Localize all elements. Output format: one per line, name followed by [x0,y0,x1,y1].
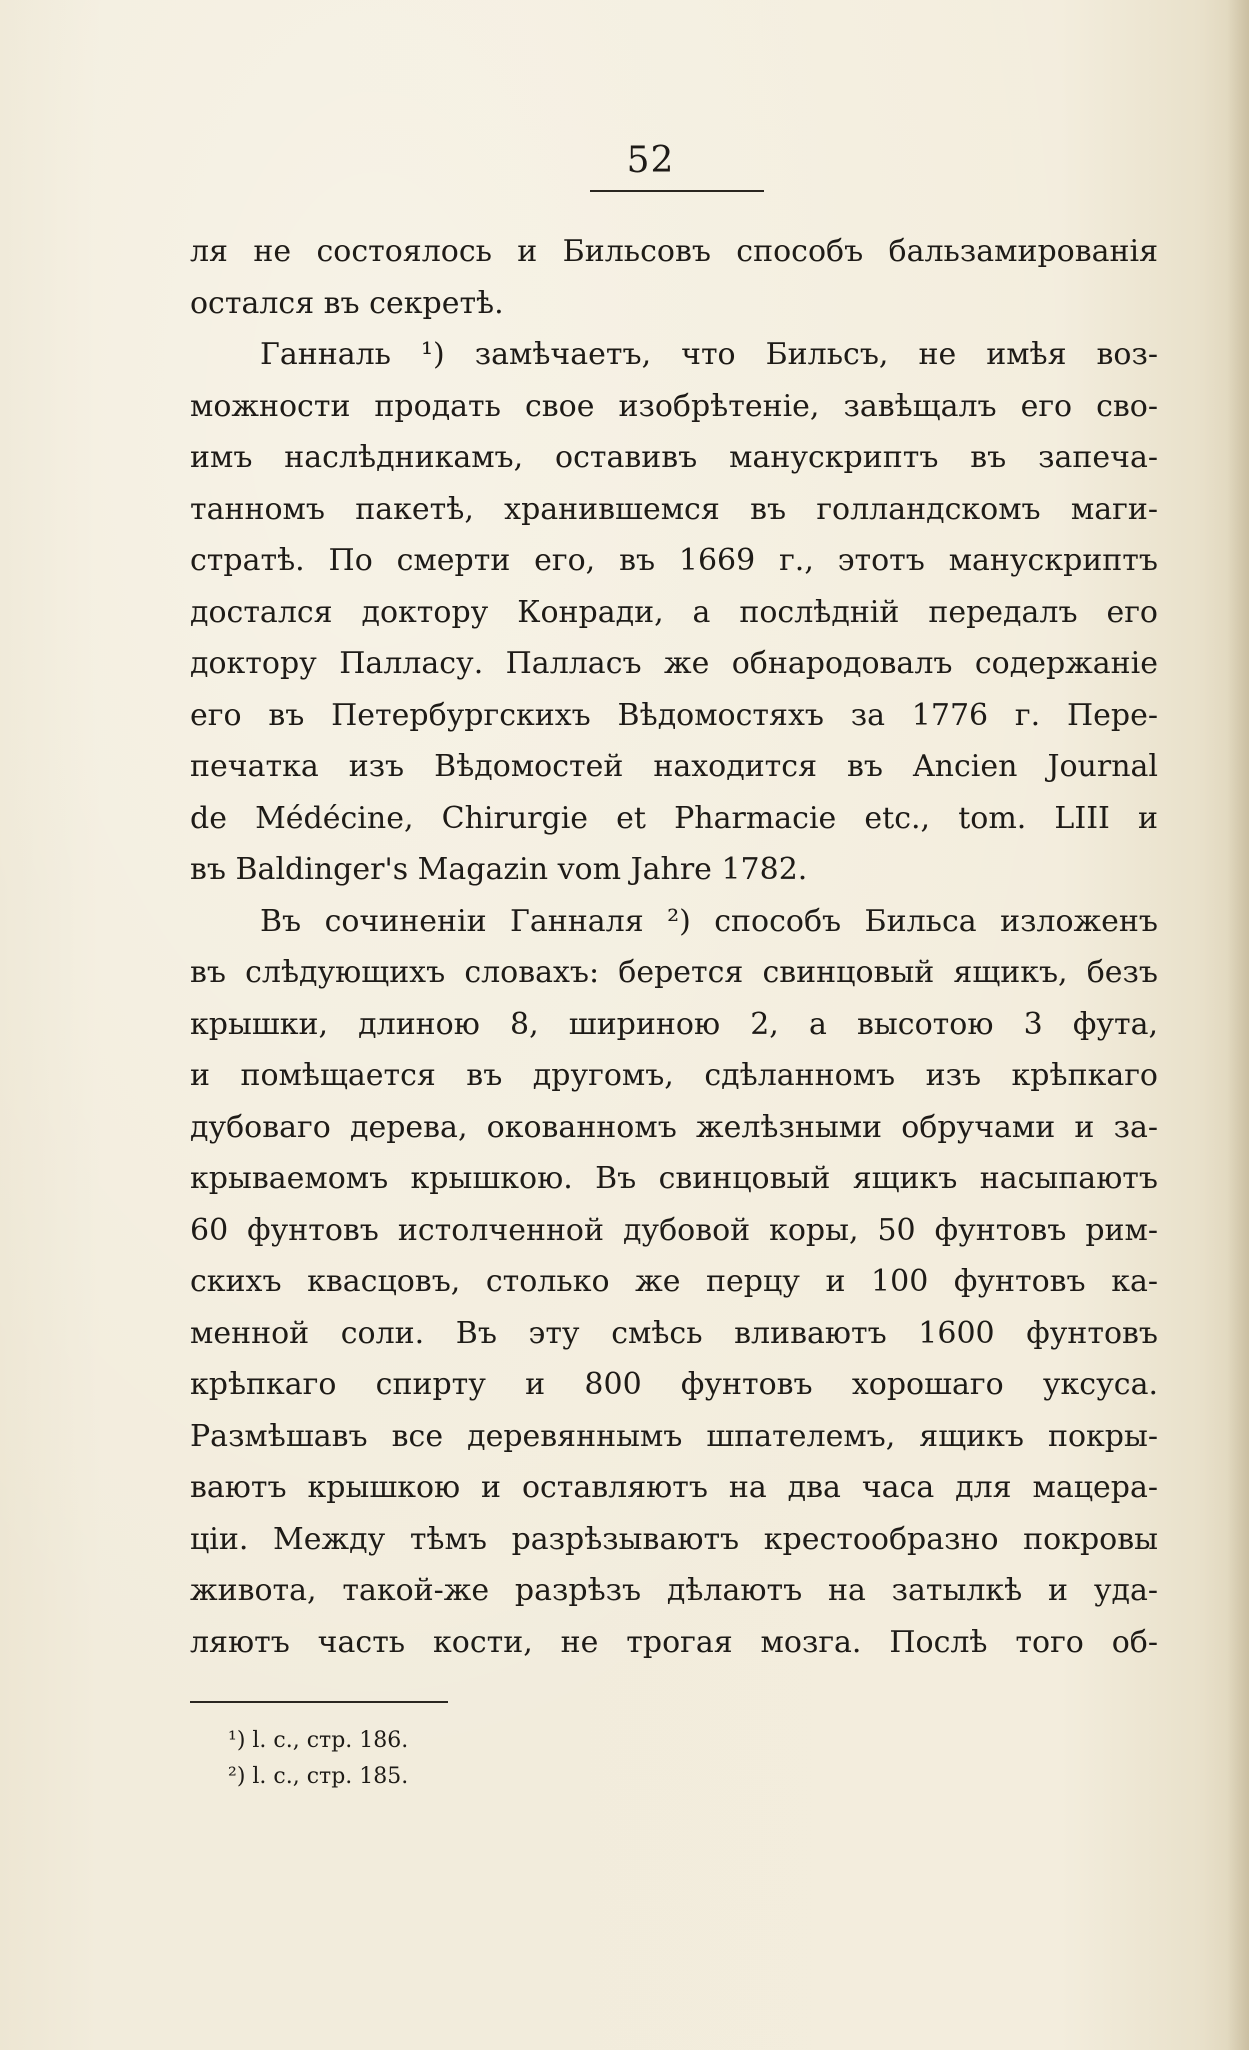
text-line: имъ наслѣдникамъ, оставивъ манускриптъ въ запеча- [190,440,1158,475]
text-line: его въ Петербургскихъ Вѣдомостяхъ за 1776 г. Пере- [190,697,1158,733]
text-line: менной соли. Въ эту смѣсь вливаютъ 1600 фунтовъ [190,1315,1158,1351]
text-line: и помѣщается въ другомъ, сдѣланномъ изъ крѣпкаго [190,1058,1158,1093]
text-line: крышки, длиною 8, шириною 2, а высотою 3 фута, [190,1006,1158,1042]
text-line: ціи. Между тѣмъ разрѣзываютъ крестообразно покровы [190,1521,1158,1557]
text-line: въ слѣдующихъ словахъ: берется свинцовый ящикъ, безъ [190,955,1158,990]
text-line: Ганналь ¹) замѣчаетъ, что Бильсъ, не имѣя воз- [260,337,1158,372]
body-text [190,226,1158,1668]
text-line: остался въ секретѣ. [190,285,504,321]
footnotes [228,1723,828,1795]
text-line: скихъ квасцовъ, столько же перцу и 100 фунтовъ ка- [190,1264,1158,1299]
footnote: ²) l. c., стр. 185. [228,1764,409,1789]
text-line: доктору Палласу. Палласъ же обнародовалъ содержаніе [190,646,1158,681]
page-edge-shadow [1227,0,1249,2050]
text-line: танномъ пакетѣ, хранившемся въ голландскомъ маги- [190,491,1158,527]
text-line: ля не состоялось и Бильсовъ способъ бальзамированія [190,234,1158,269]
text-line: печатка изъ Вѣдомостей находится въ Ancien Journal [190,749,1158,784]
header-rule [590,190,764,192]
text-line: дубоваго дерева, окованномъ желѣзными обручами и за- [190,1109,1158,1145]
text-line: Размѣшавъ все деревяннымъ шпателемъ, ящикъ покры- [190,1418,1158,1454]
text-line: живота, такой-же разрѣзъ дѣлаютъ на затылкѣ и уда- [190,1573,1158,1608]
page-number: 52 [626,140,675,181]
text-line: крываемомъ крышкою. Въ свинцовый ящикъ насыпаютъ [190,1161,1158,1196]
text-line: крѣпкаго спирту и 800 фунтовъ хорошаго уксуса. [190,1367,1158,1402]
footnote: ¹) l. c., стр. 186. [228,1728,409,1753]
text-line: стратѣ. По смерти его, въ 1669 г., этотъ манускриптъ [190,543,1158,578]
text-line: Въ сочиненіи Ганналя ²) способъ Бильса изложенъ [260,903,1158,939]
text-line: de Médécine, Chirurgie et Pharmacie etc., tom. LIII и [190,800,1158,836]
text-line: 60 фунтовъ истолченной дубовой коры, 50 фунтовъ рим- [190,1212,1158,1248]
text-line: ляютъ часть кости, не трогая мозга. Послѣ того об- [190,1624,1158,1660]
text-line: достался доктору Конради, а послѣдній передалъ его [190,594,1158,630]
text-line: въ Baldinger's Magazin vom Jahre 1782. [190,852,808,887]
footnote-rule [190,1701,448,1703]
text-line: можности продать свое изобрѣтеніе, завѣщалъ его сво- [190,388,1158,424]
text-line: ваютъ крышкою и оставляютъ на два часа для мацера- [190,1470,1158,1505]
